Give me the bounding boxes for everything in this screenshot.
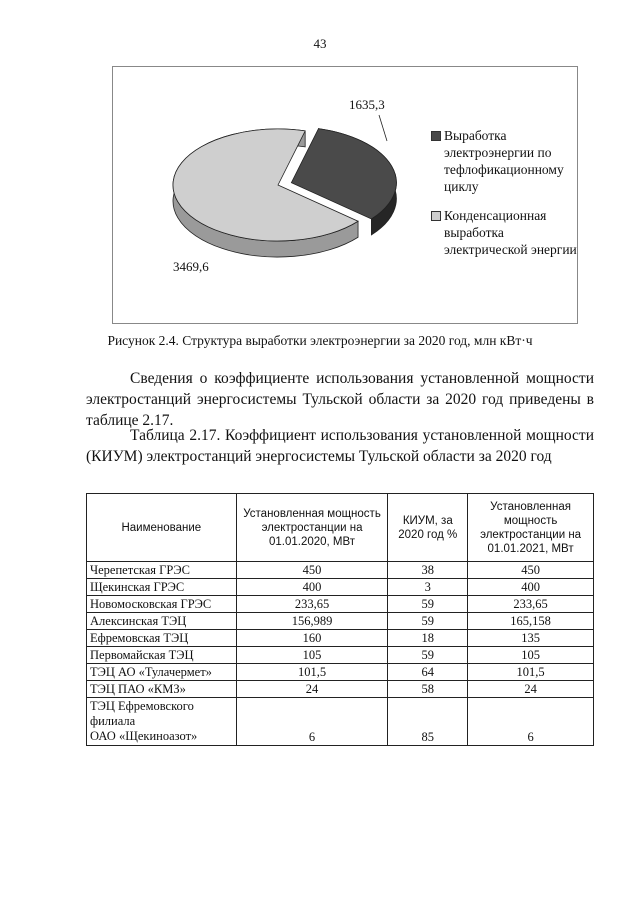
row-capacity-2020: 160 xyxy=(236,630,388,647)
row-capacity-2021: 24 xyxy=(468,681,594,698)
row-capacity-2020: 6 xyxy=(236,698,388,746)
row-kium: 18 xyxy=(388,630,468,647)
row-name-line: ОАО «Щекиноазот» xyxy=(90,729,198,743)
row-name: Щекинская ГРЭС xyxy=(87,579,237,596)
row-kium: 59 xyxy=(388,596,468,613)
pie-value-label-b: 3469,6 xyxy=(173,259,209,274)
legend-item-cogeneration xyxy=(431,127,581,195)
row-capacity-2021: 105 xyxy=(468,647,594,664)
table-row xyxy=(87,698,594,746)
table-row xyxy=(87,681,594,698)
row-name: ТЭЦ АО «Тулачермет» xyxy=(87,664,237,681)
pie-label-leader-line xyxy=(379,115,387,141)
legend-label: Конденсационная выработка электрической энергии xyxy=(444,208,577,257)
header-kium: КИУМ, за 2020 год % xyxy=(388,494,468,562)
row-name-line: ТЭЦ Ефремовского xyxy=(90,699,194,713)
row-capacity-2020: 233,65 xyxy=(236,596,388,613)
page-number: 43 xyxy=(313,36,327,51)
row-capacity-2021: 400 xyxy=(468,579,594,596)
row-capacity-2021: 450 xyxy=(468,562,594,579)
table-row xyxy=(87,647,594,664)
legend-label: Выработка электроэнергии по тефлофикационному циклу xyxy=(444,128,564,194)
row-kium: 59 xyxy=(388,647,468,664)
figure-caption: Рисунок 2.4. Структура выработки электроэнергии за 2020 год, млн кВт·ч xyxy=(107,333,533,348)
table-row xyxy=(87,579,594,596)
row-kium: 85 xyxy=(388,698,468,746)
header-name: Наименование xyxy=(87,494,237,562)
row-kium: 59 xyxy=(388,613,468,630)
row-name: ТЭЦ ПАО «КМЗ» xyxy=(87,681,237,698)
table-row xyxy=(87,630,594,647)
row-name: Первомайская ТЭЦ xyxy=(87,647,237,664)
header-capacity-2021: Установленная мощность электростанции на 01.01.2021, МВт xyxy=(468,494,594,562)
table-row xyxy=(87,596,594,613)
legend-swatch-light xyxy=(431,211,441,221)
table-row xyxy=(87,664,594,681)
chart-legend xyxy=(431,127,581,270)
row-name: Новомосковская ГРЭС xyxy=(87,596,237,613)
row-capacity-2020: 400 xyxy=(236,579,388,596)
table-row xyxy=(87,562,594,579)
row-kium: 3 xyxy=(388,579,468,596)
table-body xyxy=(87,562,594,746)
table-row xyxy=(87,613,594,630)
row-name xyxy=(87,698,237,746)
body-paragraph: Сведения о коэффициенте использования установленной мощности электростанций энергосистемы Тульской области за 2020 год приведены в таблице 2.17. xyxy=(86,370,594,429)
row-name-line: филиала xyxy=(90,714,136,728)
pie-value-label-a: 1635,3 xyxy=(349,97,385,112)
row-kium: 38 xyxy=(388,562,468,579)
kium-table xyxy=(86,493,594,746)
row-capacity-2021: 135 xyxy=(468,630,594,647)
pie-chart-figure xyxy=(112,66,578,324)
row-capacity-2020: 105 xyxy=(236,647,388,664)
row-capacity-2020: 101,5 xyxy=(236,664,388,681)
legend-item-condensing xyxy=(431,207,581,258)
row-capacity-2021: 6 xyxy=(468,698,594,746)
row-capacity-2020: 24 xyxy=(236,681,388,698)
row-capacity-2021: 233,65 xyxy=(468,596,594,613)
row-capacity-2021: 165,158 xyxy=(468,613,594,630)
row-name: Черепетская ГРЭС xyxy=(87,562,237,579)
row-capacity-2020: 156,989 xyxy=(236,613,388,630)
table-title: Таблица 2.17. Коэффициент использования установленной мощности (КИУМ) электростанций энергосистемы Тульской области за 2020 год xyxy=(86,427,594,465)
legend-swatch-dark xyxy=(431,131,441,141)
row-kium: 64 xyxy=(388,664,468,681)
header-capacity-2020: Установленная мощность электростанции на 01.01.2020, МВт xyxy=(236,494,388,562)
row-capacity-2020: 450 xyxy=(236,562,388,579)
row-name: Алексинская ТЭЦ xyxy=(87,613,237,630)
table-header-row xyxy=(87,494,594,562)
row-kium: 58 xyxy=(388,681,468,698)
row-capacity-2021: 101,5 xyxy=(468,664,594,681)
row-name: Ефремовская ТЭЦ xyxy=(87,630,237,647)
